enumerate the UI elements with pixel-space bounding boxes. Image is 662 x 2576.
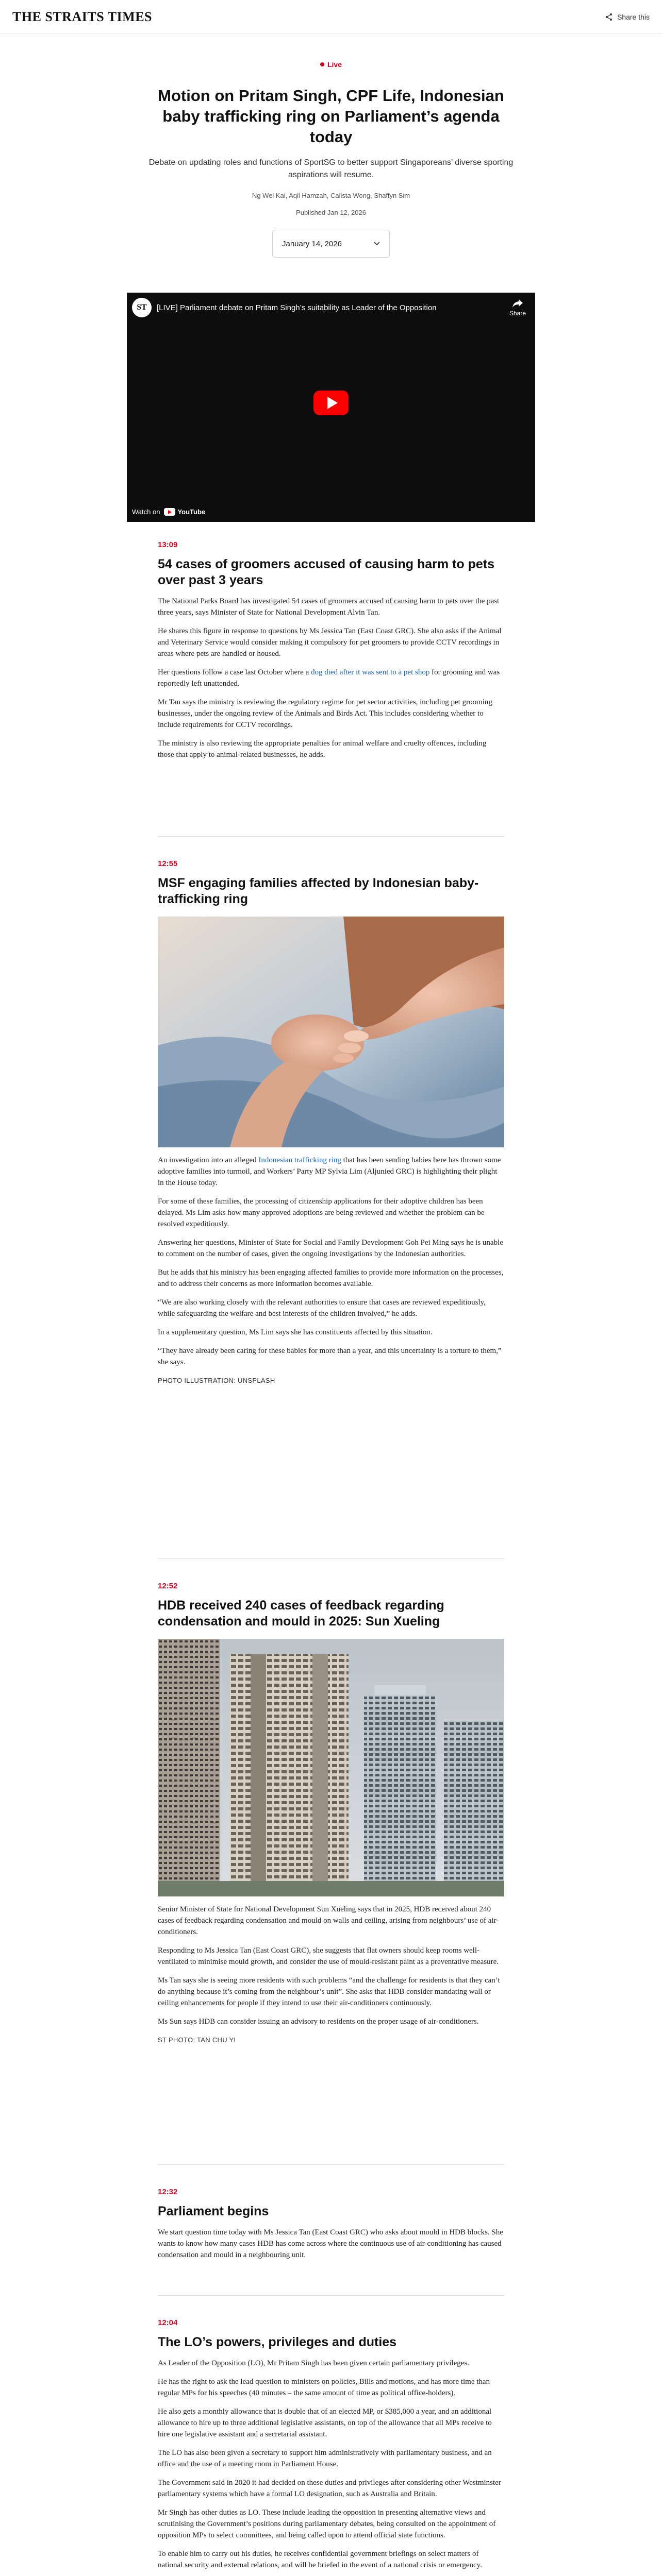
photo-credit: ST PHOTO: TAN CHU YI xyxy=(158,2036,236,2044)
hdb-blocks-photo xyxy=(158,1639,504,1896)
page-title: Motion on Pritam Singh, CPF Life, Indonesian baby trafficking ring on Parliament’s agenda today xyxy=(158,87,504,146)
date-select[interactable] xyxy=(272,230,390,258)
video-player[interactable] xyxy=(127,293,535,522)
post-paragraph: “They have already been caring for these babies for more than a year, and this uncertainty is a torture to them,” she says. xyxy=(158,1347,502,1366)
video-share-label: Share xyxy=(509,310,526,317)
watch-on-youtube[interactable] xyxy=(132,508,205,516)
post-title: MSF engaging families affected by Indonesian baby-trafficking ring xyxy=(158,876,479,906)
post-paragraph: To enable him to carry out his duties, he receives confidential government briefings on select matters of national security and external relations, and will be briefed in the event of a national crisis or emergency. xyxy=(158,2550,482,2569)
live-badge xyxy=(320,60,342,69)
video-title[interactable]: [LIVE] Parliament debate on Pritam Singh’s suitability as Leader of the Opposition xyxy=(157,303,437,312)
post-paragraph: Responding to Ms Jessica Tan (East Coast GRC), she suggests that flat owners should keep rooms well-ventilated to minimise mould growth, and consider the use of mould-resistant paint as a preventative measure. xyxy=(158,1946,499,1966)
masthead-logo[interactable]: THE STRAITS TIMES xyxy=(12,9,153,24)
post-paragraph: An investigation into an alleged Indonesian trafficking ring that has been sending babies here has thrown some adoptive families into turmoil, and Workers’ Party MP Sylvia Lim (Aljunied GRC) is highlighting their plight in the House today. xyxy=(158,1156,501,1187)
post-time: 12:04 xyxy=(158,2318,178,2327)
post-time: 13:09 xyxy=(158,540,178,549)
post-paragraph: As Leader of the Opposition (LO), Mr Pritam Singh has been given certain parliamentary privileges. xyxy=(158,2359,469,2367)
channel-avatar[interactable]: ST xyxy=(132,298,152,317)
post-title: Parliament begins xyxy=(158,2204,269,2218)
post-paragraph: He has the right to ask the lead question to ministers on policies, Bills and motions, and has more time than regular MPs for his speeches (40 minutes – the same amount of time as political office-holders). xyxy=(158,2378,490,2397)
site-header xyxy=(0,0,662,34)
live-post xyxy=(158,1582,504,2165)
post-title: 54 cases of groomers accused of causing harm to pets over past 3 years xyxy=(158,557,495,587)
post-paragraph: But he adds that his ministry has been engaging affected families to provide more information on the processes, and to address their concerns as more information becomes available. xyxy=(158,1268,504,1288)
live-feed xyxy=(158,522,504,2576)
live-label: Live xyxy=(327,60,342,69)
post-paragraph: Senior Minister of State for National Development Sun Xueling says that in 2025, HDB received about 240 cases of feedback regarding condensation and mould on walls and ceiling, arising from neighbours’ use of air-conditioners. xyxy=(158,1905,499,1936)
standfirst: Debate on updating roles and functions of SportSG to better support Singaporeans’ diverse sporting aspirations will resume. xyxy=(148,158,514,179)
live-post xyxy=(158,522,504,837)
article-header xyxy=(145,34,517,258)
post-paragraph: The Government said in 2020 it had decided on these duties and privileges after considering other Westminster parliamentary systems which have a formal LO designation, such as Australia and Britain. xyxy=(158,2479,501,2498)
share-icon xyxy=(605,13,613,21)
play-button[interactable] xyxy=(313,391,349,415)
post-paragraph: “We are also working closely with the relevant authorities to ensure that cases are reviewed expeditiously, while safeguarding the welfare and best interests of the children involved,” he adds. xyxy=(158,1298,486,1318)
post-paragraph: Ms Sun says HDB can consider issuing an advisory to residents on the proper usage of air-conditioners. xyxy=(158,2018,479,2026)
video-title-bar xyxy=(132,298,437,317)
chevron-down-icon xyxy=(374,242,380,246)
youtube-logo xyxy=(164,508,205,516)
post-paragraph: The ministry is also reviewing the appropriate penalties for animal welfare and cruelty offences, including those that apply to animal-related businesses, he adds. xyxy=(158,739,487,759)
youtube-label: YouTube xyxy=(177,508,206,516)
published-date: Published Jan 12, 2026 xyxy=(296,209,366,216)
date-select-value: January 14, 2026 xyxy=(282,239,342,248)
share-label: Share this xyxy=(617,12,650,21)
post-paragraph: The LO has also been given a secretary to support him administratively with parliamentary business, and an office and the use of a meeting room in Parliament House. xyxy=(158,2449,492,2468)
post-paragraph: For some of these families, the processing of citizenship applications for their adoptive children has been delayed. Ms Lim asks how many approved adoptions are being reviewed and whether the problem can be resolved expeditiously. xyxy=(158,1197,485,1228)
post-paragraph: Mr Singh has other duties as LO. These include leading the opposition in presenting alternative views and scrutinising the Government’s positions during parliamentary debates, being consulted on the appointment of opposition MPs to select committees, and being called upon to attend official state functions. xyxy=(158,2509,496,2539)
live-dot-icon xyxy=(320,62,324,66)
post-time: 12:32 xyxy=(158,2188,178,2196)
post-title: HDB received 240 cases of feedback regarding condensation and mould in 2025: Sun Xueling xyxy=(158,1598,444,1629)
post-paragraph: In a supplementary question, Ms Lim says she has constituents affected by this situation. xyxy=(158,1328,433,1336)
live-post xyxy=(158,859,504,1559)
watch-on-label: Watch on xyxy=(132,508,160,516)
hdb-blocks-illustration xyxy=(158,1639,504,1896)
post-paragraph: We start question time today with Ms Jessica Tan (East Coast GRC) who asks about mould in HDB blocks. She wants to know how many cases HDB has come across where the continuous use of air-conditioning has caused condensation and mould in a neighbouring unit. xyxy=(158,2228,503,2259)
play-icon xyxy=(327,397,338,409)
live-post xyxy=(158,2188,504,2296)
photo-credit: PHOTO ILLUSTRATION: UNSPLASH xyxy=(158,1377,275,1384)
share-button[interactable] xyxy=(605,13,650,21)
dog-death-link[interactable]: dog died after it was sent to a pet shop xyxy=(310,668,430,676)
post-paragraph: Answering her questions, Minister of State for Social and Family Development Goh Pei Ming says he is unable to comment on the number of cases, given the ongoing investigations by the Indonesian authorities. xyxy=(158,1239,503,1258)
post-title: The LO’s powers, privileges and duties xyxy=(158,2335,397,2349)
post-time: 12:55 xyxy=(158,859,178,868)
live-post xyxy=(158,2318,504,2576)
post-paragraph: The National Parks Board has investigated 54 cases of groomers accused of causing harm to pets over the past three years, says Minister of State for National Development Alvin Tan. xyxy=(158,597,500,617)
baby-hand-illustration xyxy=(158,917,504,1147)
trafficking-ring-link[interactable]: Indonesian trafficking ring xyxy=(258,1156,341,1164)
post-paragraph: Ms Tan says she is seeing more residents with such problems “and the challenge for residents is that they can’t do anything because it’s coming from the neighbour’s unit”. She asks that HDB consider mandating wall or ceiling enhancements for people if they intend to use their air-conditioners continuously. xyxy=(158,1976,500,2007)
post-paragraph: Mr Tan says the ministry is reviewing the regulatory regime for pet sector activities, including pet grooming businesses, under the ongoing review of the Animals and Birds Act. This includes considering whether to include requirements for CCTV recordings. xyxy=(158,698,492,729)
post-time: 12:52 xyxy=(158,1582,178,1590)
share-arrow-icon xyxy=(512,299,523,308)
baby-hand-photo xyxy=(158,917,504,1147)
video-share-button[interactable] xyxy=(509,299,526,317)
post-paragraph: He shares this figure in response to questions by Ms Jessica Tan (East Coast GRC). She also asks if the Animal and Veterinary Service would consider making it compulsory for pet groomers to provide CCTV recordings in areas where pets are handled or housed. xyxy=(158,627,502,658)
author-list[interactable]: Ng Wei Kai, Aqil Hamzah, Calista Wong, Shaffyn Sim xyxy=(252,192,410,199)
post-paragraph: He also gets a monthly allowance that is double that of an elected MP, or $385,000 a year, and an additional allowance to hire up to three additional legislative assistants, on top of the allowance that all MPs receive to hire one legislative assistant and a secretarial assistant. xyxy=(158,2408,492,2438)
post-paragraph: Her questions follow a case last October where a dog died after it was sent to a pet shop for grooming and was reportedly left unattended. xyxy=(158,668,500,688)
